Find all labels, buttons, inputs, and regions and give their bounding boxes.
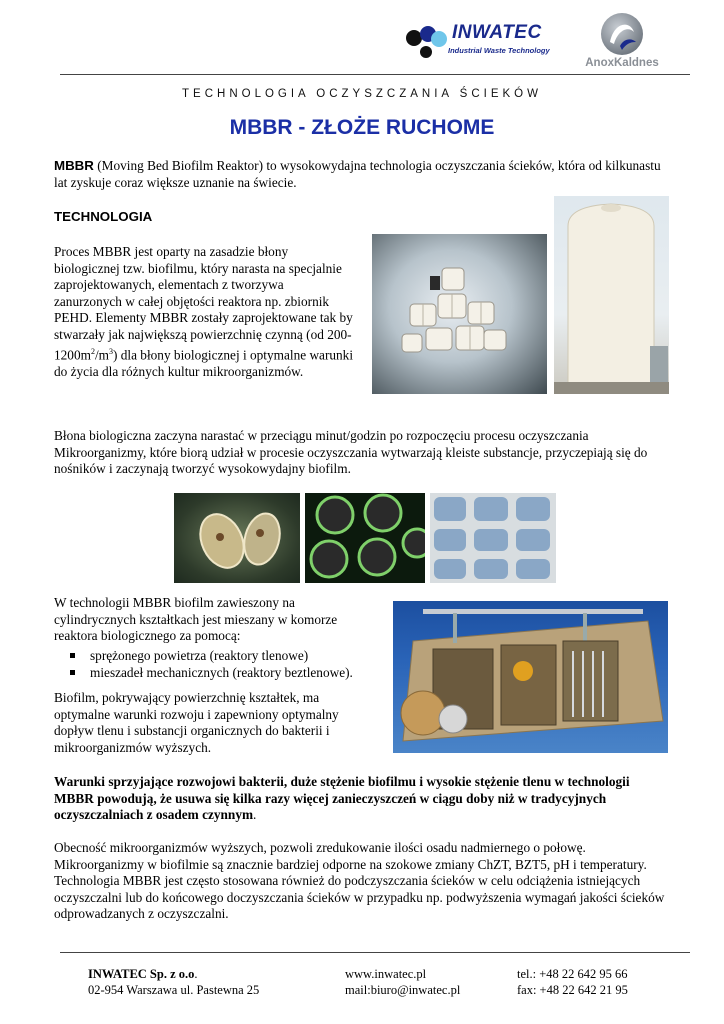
process-text-b: ) dla błony biologicznej i optymalne warunki do życia dla różnych kultur mikroorganizmów. xyxy=(54,346,354,379)
tagline: TECHNOLOGIA OCZYSZCZANIA ŚCIEKÓW xyxy=(182,88,542,100)
biofilm-conditions-paragraph: Biofilm, pokrywający powierzchnię kształtek, ma optymalne warunki rozwoju i zapewniony optymalny dopływ tlenu i substancji organicznych do bakterii i mikroorganizmów wyższych. xyxy=(54,690,339,755)
suspended-biofilm-paragraph: W technologii MBBR biofilm zawieszony na cylindrycznych kształtkach jest mieszany w komorze reaktora biologicznego za pomocą: xyxy=(54,595,338,644)
process-text-a: Proces MBBR jest oparty na zasadzie błony biologicznej tzw. biofilmu, który narasta na specjalnie zaprojektowanych, elementach z tworzywa zanurzonych w całej objętości reaktora np. zbiornik PEHD. Elementy MBBR zostały zaprojektowane tak by stwarzały jak największą powierzchnię czynną (od 200-1200m xyxy=(54,244,353,362)
grid-cells-icon xyxy=(430,493,556,583)
inwatec-logo xyxy=(404,22,559,62)
mixing-methods-list xyxy=(70,648,390,681)
unit-superscript-3: 3 xyxy=(108,346,113,356)
tank-icon xyxy=(554,196,669,394)
biofilm-surface-photo xyxy=(430,493,556,583)
email-link[interactable]: mail:biuro@inwatec.pl xyxy=(345,983,461,997)
header-divider xyxy=(60,74,690,75)
footer-divider xyxy=(60,952,690,953)
reactor-cutaway-icon xyxy=(393,601,668,753)
higher-microorganisms-paragraph: Obecność mikroorganizmów wyższych, pozwoli zredukowanie ilości osadu nadmiernego o połowę. Mikroorganizmy w biofilmie są znacznie bardziej odporne na szokowe zmiany ChZT, BZT5, pH i temperatury. Technologia MBBR jest często stosowana również do podczyszczania ścieków w celu odciążenia istniejących oczyszczalni lub do końcowego doczyszczania ścieków w przypadku np. podwyższenia wymagań jakości ścieków odprowadzanych z oczyszczalni. xyxy=(54,840,665,922)
anoxkaldnes-emblem-icon xyxy=(600,12,644,56)
anoxkaldnes-logo xyxy=(574,12,674,72)
phone-number: tel.: +48 22 642 95 66 xyxy=(517,967,628,981)
fax-number: fax: +48 22 642 21 95 xyxy=(517,983,628,997)
footer-phone-block xyxy=(517,966,628,998)
biofilm-growth-paragraph: Błona biologiczna zaczyna narastać w przeciągu minut/godzin po rozpoczęciu procesu oczyszczania Mikroorganizmy, które biorą udział w procesie oczyszczania wytwarzają kleiste substancje, przyczepiają się do nośników i zaczynają tworzyć wysokowydajny biofilm. xyxy=(54,428,648,477)
unit-per: /m xyxy=(94,346,109,362)
website-link[interactable]: www.inwatec.pl xyxy=(345,967,427,981)
intro-text: (Moving Bed Biofilm Reaktor) to wysokowydajna technologia oczyszczania ścieków, która od kilkunastu lat zyskuje coraz większe uznanie na świecie. xyxy=(54,158,661,190)
partner-name: AnoxKaldnes xyxy=(585,57,659,69)
mbbr-reactor-illustration xyxy=(393,601,668,753)
intro-paragraph xyxy=(54,158,674,191)
carrier-grid-icon xyxy=(305,493,425,583)
section-heading-technology: TECHNOLOGIA xyxy=(54,209,153,224)
carrier-elements-icon xyxy=(372,234,547,394)
company-name: INWATEC Sp. z o.o xyxy=(88,967,195,981)
brand-name: INWATEC xyxy=(452,22,542,43)
unit-superscript-2: 2 xyxy=(90,346,95,356)
conditions-text: Warunki sprzyjające rozwojowi bakterii, duże stężenie biofilmu i wysokie stężenie tlenu w technologii MBBR powodują, że usuwa się kilka razy więcej zanieczyszczeń w ciągu doby niż w tradycyjnych oczyszczalniach z osadem czynnym xyxy=(54,774,630,823)
footer-contact-block xyxy=(345,966,460,998)
microorganism-icon xyxy=(174,493,300,583)
mbbr-carriers-photo xyxy=(372,234,547,394)
company-period: . xyxy=(194,967,198,981)
pehd-tank-photo xyxy=(554,196,669,394)
conditions-period: . xyxy=(253,807,257,823)
list-item: mieszadeł mechanicznych (reaktory beztlenowe). xyxy=(70,665,390,682)
water-drops-icon xyxy=(404,24,450,60)
footer-company-block xyxy=(88,966,259,998)
biofilm-carrier-microscope-photo xyxy=(305,493,425,583)
page-title: MBBR - ZŁOŻE RUCHOME xyxy=(229,116,495,139)
intro-term: MBBR xyxy=(54,158,94,173)
microorganism-photo-1 xyxy=(174,493,300,583)
brand-subtitle: Industrial Waste Technology xyxy=(448,46,550,55)
list-item: sprężonego powietrza (reaktory tlenowe) xyxy=(70,648,390,665)
company-address: 02-954 Warszawa ul. Pastewna 25 xyxy=(88,983,260,997)
conditions-bold-paragraph xyxy=(54,774,664,824)
process-paragraph xyxy=(54,244,354,380)
